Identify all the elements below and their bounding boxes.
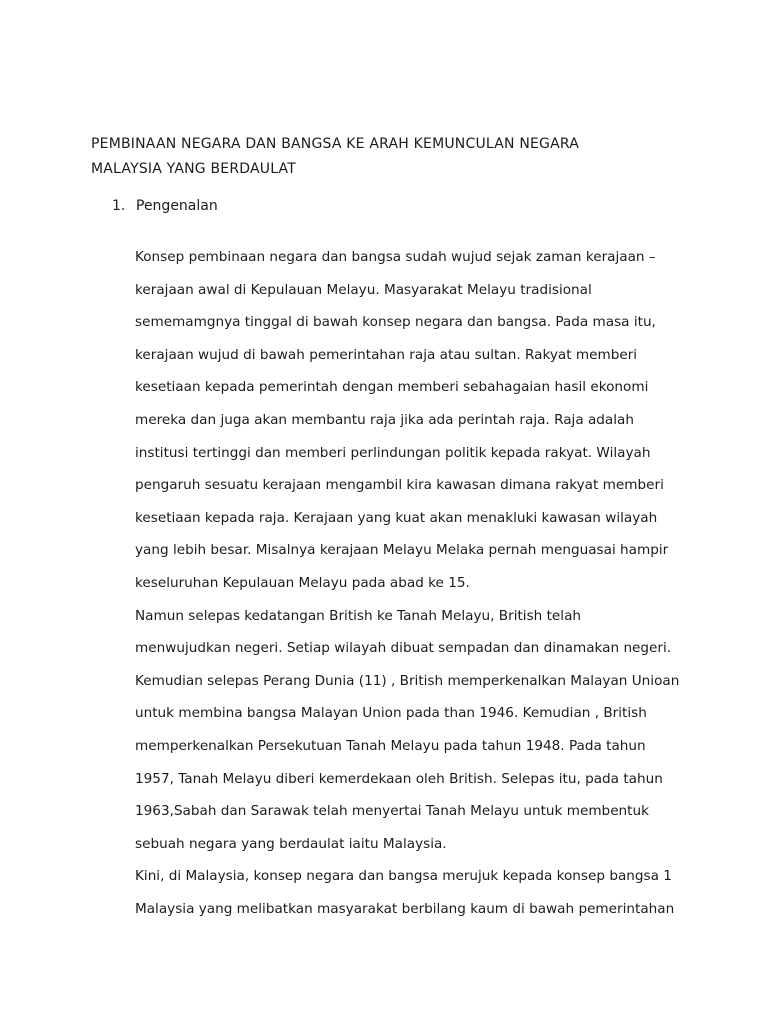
title-line: PEMBINAAN NEGARA DAN BANGSA KE ARAH KEMUNCULAN NEGARA <box>91 136 580 152</box>
body-line: kesetiaan kepada raja. Kerajaan yang kuat akan menakluki kawasan wilayah <box>135 509 658 526</box>
body-line: institusi tertinggi dan memberi perlindungan politik kepada rakyat. Wilayah <box>135 444 651 461</box>
body-text <box>135 241 755 925</box>
body-line: pengaruh sesuatu kerajaan mengambil kira kawasan dimana rakyat memberi <box>135 477 664 494</box>
section-number: 1. <box>112 198 126 214</box>
body-line: 1963,Sabah dan Sarawak telah menyertai Tanah Melayu untuk membentuk <box>135 803 649 820</box>
body-line: sebuah negara yang berdaulat iaitu Malaysia. <box>135 835 447 852</box>
section-heading <box>112 195 218 217</box>
body-line: kerajaan awal di Kepulauan Melayu. Masyarakat Melayu tradisional <box>135 281 592 298</box>
body-line: Namun selepas kedatangan British ke Tanah Melayu, British telah <box>135 607 582 624</box>
document-title <box>91 132 731 182</box>
body-line: untuk membina bangsa Malayan Union pada than 1946. Kemudian , British <box>135 705 647 722</box>
body-line: Konsep pembinaan negara dan bangsa sudah wujud sejak zaman kerajaan – <box>135 249 656 265</box>
section-title: Pengenalan <box>136 198 218 214</box>
body-line: kerajaan wujud di bawah pemerintahan raja atau sultan. Rakyat memberi <box>135 346 638 363</box>
body-line: Kini, di Malaysia, konsep negara dan bangsa merujuk kepada konsep bangsa 1 <box>135 868 672 885</box>
body-line: Malaysia yang melibatkan masyarakat berbilang kaum di bawah pemerintahan <box>135 900 675 917</box>
body-line: 1957, Tanah Melayu diberi kemerdekaan oleh British. Selepas itu, pada tahun <box>135 770 663 787</box>
body-line: menwujudkan negeri. Setiap wilayah dibuat sempadan dan dinamakan negeri. <box>135 640 672 657</box>
body-line: sememamgnya tinggal di bawah konsep negara dan bangsa. Pada masa itu, <box>135 314 656 331</box>
title-line: MALAYSIA YANG BERDAULAT <box>91 161 296 177</box>
body-line: memperkenalkan Persekutuan Tanah Melayu pada tahun 1948. Pada tahun <box>135 737 646 754</box>
body-line: yang lebih besar. Misalnya kerajaan Melayu Melaka pernah menguasai hampir <box>135 542 669 559</box>
body-line: keseluruhan Kepulauan Melayu pada abad ke 15. <box>135 574 470 591</box>
body-line: mereka dan juga akan membantu raja jika ada perintah raja. Raja adalah <box>135 411 634 428</box>
body-line: Kemudian selepas Perang Dunia (11) , British memperkenalkan Malayan Unioan <box>135 672 680 689</box>
body-line: kesetiaan kepada pemerintah dengan memberi sebahagaian hasil ekonomi <box>135 379 649 396</box>
